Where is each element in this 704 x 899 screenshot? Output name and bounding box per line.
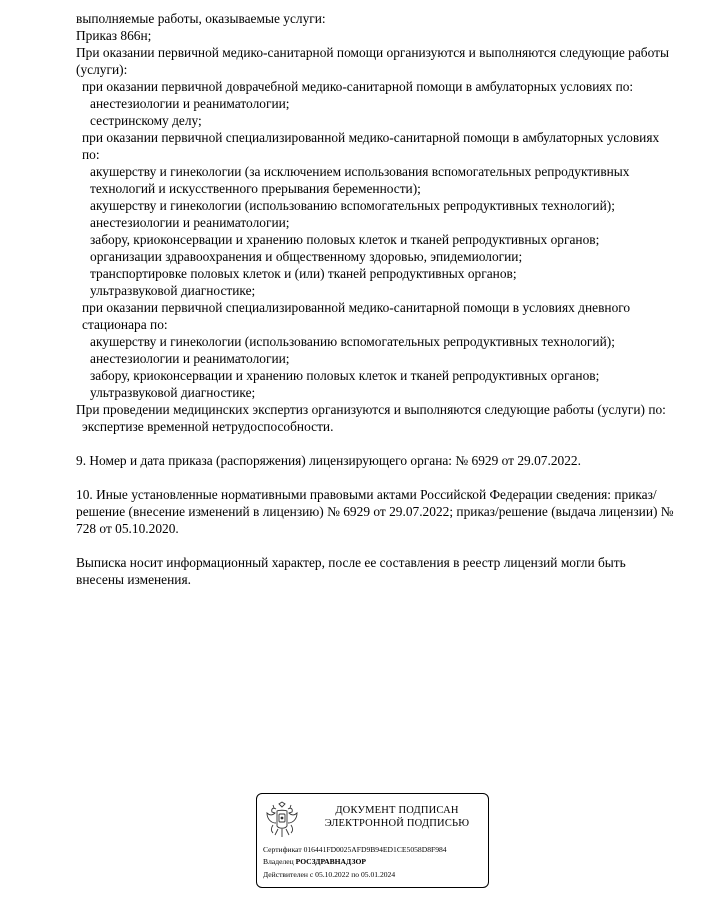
owner-value: РОСЗДРАВНАДЗОР bbox=[295, 857, 367, 866]
paragraph: при оказании первичной специализированной медико-санитарной помощи в амбулаторных условиях по: bbox=[82, 130, 660, 162]
owner-line bbox=[263, 857, 366, 867]
validity-label: Действителен bbox=[263, 870, 308, 879]
list-item: ультразвуковой диагностике; bbox=[90, 283, 256, 298]
list-item: сестринскому делу; bbox=[90, 113, 202, 128]
certificate-label: Сертификат bbox=[263, 845, 302, 854]
list-item: забору, криоконсервации и хранению половых клеток и тканей репродуктивных органов; bbox=[90, 232, 600, 247]
list-item: забору, криоконсервации и хранению половых клеток и тканей репродуктивных органов; bbox=[90, 368, 600, 383]
list-item: ультразвуковой диагностике; bbox=[90, 385, 256, 400]
paragraph: при оказании первичной специализированной медико-санитарной помощи в условиях дневного стационара по: bbox=[82, 300, 631, 332]
section-9: 9. Номер и дата приказа (распоряжения) лицензирующего органа: № 6929 от 29.07.2022. bbox=[76, 453, 581, 468]
stamp-title bbox=[309, 804, 485, 830]
document-body bbox=[76, 10, 676, 588]
list-item: анестезиологии и реаниматологии; bbox=[90, 351, 290, 366]
paragraph: При проведении медицинских экспертиз организуются и выполняются следующие работы (услуги) по: bbox=[76, 402, 666, 417]
list-item: транспортировке половых клеток и (или) тканей репродуктивных органов; bbox=[90, 266, 517, 281]
list-item: экспертизе временной нетрудоспособности. bbox=[82, 419, 334, 434]
list-item: акушерству и гинекологии (за исключением использования вспомогательных репродуктивных технологий и искусственного прерывания беременности); bbox=[90, 164, 630, 196]
paragraph: Приказ 866н; bbox=[76, 28, 152, 43]
certificate-line bbox=[263, 845, 447, 855]
section-10: 10. Иные установленные нормативными правовыми актами Российской Федерации сведения: приказ/решение (внесение изменений в лицензию) № 6929 от 29.07.2022; приказ/решение (выдача лицензии) № 728 от 05.10.2020. bbox=[76, 487, 674, 536]
validity-line bbox=[263, 870, 395, 880]
paragraph: при оказании первичной доврачебной медико-санитарной помощи в амбулаторных условиях по: bbox=[82, 79, 634, 94]
list-item: анестезиологии и реаниматологии; bbox=[90, 96, 290, 111]
stamp-title-line: ЭЛЕКТРОННОЙ ПОДПИСЬЮ bbox=[324, 818, 470, 829]
list-item: анестезиологии и реаниматологии; bbox=[90, 215, 290, 230]
certificate-value: 016441FD0025AFD9B94ED1CE5058D8F984 bbox=[303, 845, 447, 854]
stamp-title-line: ДОКУМЕНТ ПОДПИСАН bbox=[335, 805, 459, 816]
electronic-signature-stamp bbox=[256, 793, 489, 888]
list-item: акушерству и гинекологии (использованию вспомогательных репродуктивных технологий); bbox=[90, 334, 615, 349]
list-item: организации здравоохранения и общественному здоровью, эпидемиологии; bbox=[90, 249, 523, 264]
owner-label: Владелец bbox=[263, 857, 294, 866]
paragraph: выполняемые работы, оказываемые услуги: bbox=[76, 11, 326, 26]
paragraph: При оказании первичной медико-санитарной помощи организуются и выполняются следующие работы (услуги): bbox=[76, 45, 669, 77]
double-headed-eagle-icon bbox=[265, 801, 299, 841]
validity-value: с 05.10.2022 по 05.01.2024 bbox=[309, 870, 396, 879]
disclaimer-note: Выписка носит информационный характер, после ее составления в реестр лицензий могли быть внесены изменения. bbox=[76, 555, 626, 587]
list-item: акушерству и гинекологии (использованию вспомогательных репродуктивных технологий); bbox=[90, 198, 615, 213]
